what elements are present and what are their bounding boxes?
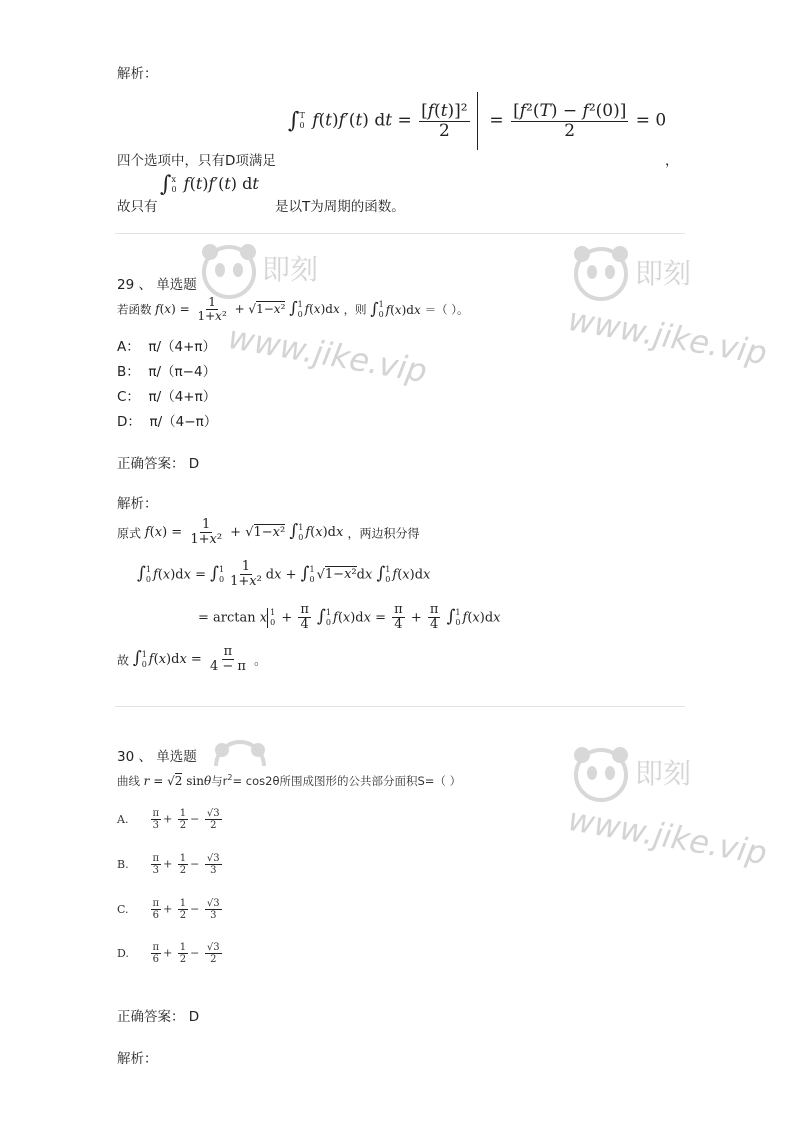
option-key: D. (117, 947, 129, 960)
comma: ， (665, 153, 679, 169)
fraction-numerator: √3 (206, 898, 220, 909)
question-29-header: 29 、 单选题 (117, 277, 197, 293)
stem-mid: ，则 (343, 302, 367, 317)
solution-line-1: 原式 f(x) = $\frac{1}{\text{1+x²}}$ + √1−x² ∫ 1 0 f(x)dx ，两边积分得 (117, 517, 420, 548)
question-divider (115, 706, 685, 707)
option-key: C. (117, 903, 129, 916)
option-key: A. (117, 813, 129, 826)
fraction-denominator: 3 (152, 820, 159, 831)
option-d (117, 410, 217, 430)
option-c: C. $\frac{\pi}{6}$ + $\frac{1}{2}$ − $\frac{√3}{3}$ (117, 898, 220, 921)
solution-line-3: = arctan x 1 0 + $\frac{\pi}{4}$ ∫ 1 0 f(x)dx = $\frac{\pi}{4}$ + $\frac{\pi}{4}$ ∫ 1 0 f(x)dx (198, 602, 501, 633)
option-a (117, 335, 216, 355)
watermark-url-clip (565, 800, 770, 873)
option-text: π/（π−4） (148, 364, 217, 380)
fraction-denominator: 2 (210, 954, 217, 965)
analysis-label: 解析： (117, 66, 158, 82)
fraction-denominator: 2 (210, 820, 217, 831)
fraction-numerator: √3 (206, 853, 220, 864)
answer-value: D (188, 456, 200, 472)
question-30-header: 30 、 单选题 (117, 749, 197, 765)
panda-logo-icon (570, 242, 632, 302)
panda-logo-icon (212, 740, 268, 768)
fraction-numerator: π (152, 942, 160, 953)
option-d: D. $\frac{\pi}{6}$ + $\frac{1}{2}$ − $\frac{√3}{2}$ (117, 942, 220, 965)
stem-prefix: 曲线 (117, 774, 140, 788)
option-b: B. $\frac{\pi}{3}$ + $\frac{1}{2}$ − $\frac{√3}{3}$ (117, 853, 220, 876)
option-b (117, 360, 216, 380)
option-c (117, 385, 216, 405)
fraction-denominator: 3 (152, 865, 159, 876)
fraction-numerator: π (152, 808, 160, 819)
periodic-integral-equation: ∫ T 0 f(t)f′(t) dt = $\frac{\text{[f(t)]²}}{2}$ = $\frac{\text{[f²(T) − f²(0)]}}{2}$ = 0 (288, 92, 666, 150)
watermark-url: www.jike.vip (225, 318, 430, 391)
analysis-label: 解析： (117, 496, 158, 512)
stem-end: = cos2θ所围成图形的公共部分面积S=（ ） (232, 774, 462, 788)
option-key: C： (117, 389, 140, 405)
sol-last-suffix: 。 (254, 653, 267, 668)
answer-value: D (188, 1009, 200, 1025)
only-prefix: 故只有 (117, 199, 158, 215)
only-suffix: 是以T为周期的函数。 (275, 199, 405, 215)
watermark-brand: 即刻 (635, 257, 692, 290)
option-key: B. (117, 858, 129, 871)
fraction-numerator: π (152, 898, 160, 909)
fraction-denominator: 6 (152, 910, 159, 921)
question-30-stem: 曲线 r = √2 sinθ与$r^2= \cos 2\theta$所围成图形的公共部分面积S=（ ） (117, 773, 462, 788)
fraction-numerator: π (152, 853, 160, 864)
watermark-url: www.jike.vip (565, 300, 770, 373)
solution-line-4: 故 ∫ 1 0 f(x)dx = $\frac{\pi}{4 - \pi}$ 。 (117, 644, 267, 675)
option-text: π/（4−π） (149, 414, 218, 430)
panda-logo-icon (198, 240, 260, 300)
stem-mid: 与r (211, 774, 228, 788)
question-divider (115, 233, 685, 234)
option-a: A. $\frac{\pi}{3}$ + $\frac{1}{2}$ − $\frac{√3}{2}$ (117, 808, 220, 831)
solution-line-2: ∫ 1 0 f(x)dx = ∫ 1 0 $\frac{1}{\text{1+x²}}$ dx + ∫ 1 0 √1−x²dx ∫ 1 0 f(x)dx (137, 559, 431, 590)
question-29-stem: 若函数 f(x) = $\frac{1}{\text{1+x²}}$ + √1−x² ∫ 1 0 f(x)dx ，则 ∫ 1 0 f(x)dx ＝（ ）。 (117, 295, 469, 324)
option-key: B： (117, 364, 140, 380)
watermark-url-clip (565, 300, 770, 373)
option-text: π/（4+π） (148, 339, 217, 355)
sol-prefix: 原式 (117, 526, 142, 541)
watermark-brand: 即刻 (262, 253, 319, 286)
fraction-denominator: 3 (210, 865, 217, 876)
option-text: π/（4+π） (148, 389, 217, 405)
correct-answer (117, 1005, 199, 1025)
sol-suffix: ，两边积分得 (347, 526, 420, 541)
correct-answer (117, 452, 199, 472)
fraction-denominator: 6 (152, 954, 159, 965)
option-key: A： (117, 339, 140, 355)
answer-label: 正确答案： (117, 1009, 185, 1025)
watermark-url: www.jike.vip (565, 800, 770, 873)
fraction-denominator: 3 (210, 910, 217, 921)
integral-expression: ∫ x 0 f(t)f′(t) dt (160, 172, 259, 197)
analysis-label: 解析： (117, 1051, 158, 1067)
only-d-line: 四个选项中，只有D项满足 (117, 153, 276, 169)
fraction-numerator: √3 (206, 808, 220, 819)
option-key: D： (117, 414, 141, 430)
answer-label: 正确答案： (117, 456, 185, 472)
fraction-numerator: √3 (206, 942, 220, 953)
panda-logo-icon (570, 743, 632, 803)
sol-last-prefix: 故 (117, 653, 130, 668)
stem-end: ＝（ ）。 (424, 302, 469, 317)
watermark-brand: 即刻 (635, 757, 692, 790)
stem-prefix: 若函数 (117, 302, 152, 317)
